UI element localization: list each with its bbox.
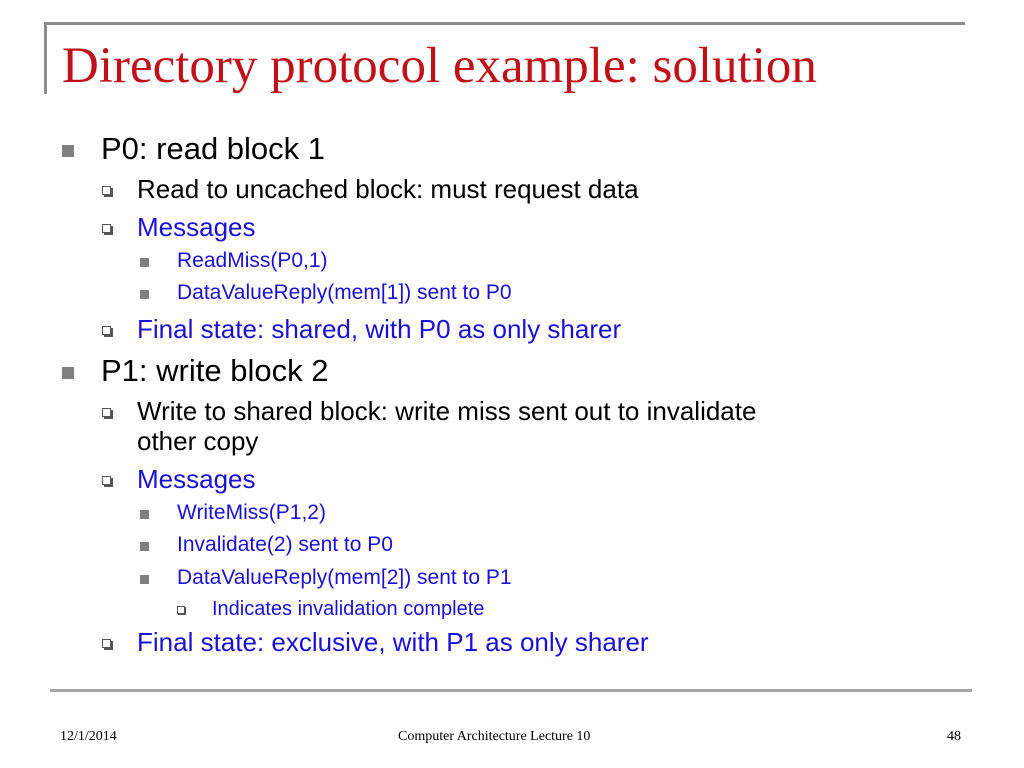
bullet-text: Messages — [137, 464, 256, 494]
hollow-square-bullet-icon — [177, 606, 185, 614]
bullet-text: ReadMiss(P0,1) — [177, 249, 328, 272]
bullet-text: Invalidate(2) sent to P0 — [177, 533, 393, 556]
square-bullet-icon — [140, 258, 149, 267]
footer-page-number: 48 — [947, 729, 961, 744]
hollow-square-bullet-icon — [102, 186, 111, 195]
footer-date: 12/1/2014 — [60, 729, 117, 744]
hollow-square-bullet-icon — [102, 224, 111, 233]
hollow-square-bullet-icon — [102, 408, 111, 417]
bullet-text: WriteMiss(P1,2) — [177, 501, 326, 524]
bullet-text: Messages — [137, 212, 256, 242]
bullet-text: P0: read block 1 — [101, 131, 326, 166]
square-bullet-icon — [140, 290, 149, 299]
bullet-text: Read to uncached block: must request data — [137, 174, 639, 204]
slide-title: Directory protocol example: solution — [62, 38, 817, 94]
bullet-text: Final state: exclusive, with P1 as only sharer — [137, 627, 649, 657]
bullet-text: DataValueReply(mem[1]) sent to P0 — [177, 281, 512, 304]
hollow-square-bullet-icon — [102, 326, 111, 335]
bullet-text: DataValueReply(mem[2]) sent to P1 — [177, 566, 512, 589]
square-bullet-icon — [140, 542, 149, 551]
title-frame-left-line — [44, 22, 47, 94]
footer-course-title: Computer Architecture Lecture 10 — [398, 729, 591, 744]
square-bullet-icon — [140, 510, 149, 519]
title-frame-top-line — [44, 22, 965, 25]
bullet-text: other copy — [137, 426, 259, 456]
square-bullet-icon — [140, 575, 149, 584]
bullet-text: Write to shared block: write miss sent out to invalidate — [137, 396, 757, 426]
bullet-text: Final state: shared, with P0 as only sharer — [137, 314, 622, 344]
square-bullet-icon — [62, 367, 74, 379]
bullet-text: Indicates invalidation complete — [212, 598, 485, 620]
hollow-square-bullet-icon — [102, 476, 111, 485]
bullet-text: P1: write block 2 — [101, 353, 329, 388]
footer-divider — [50, 689, 972, 692]
square-bullet-icon — [62, 145, 74, 157]
hollow-square-bullet-icon — [102, 639, 111, 648]
